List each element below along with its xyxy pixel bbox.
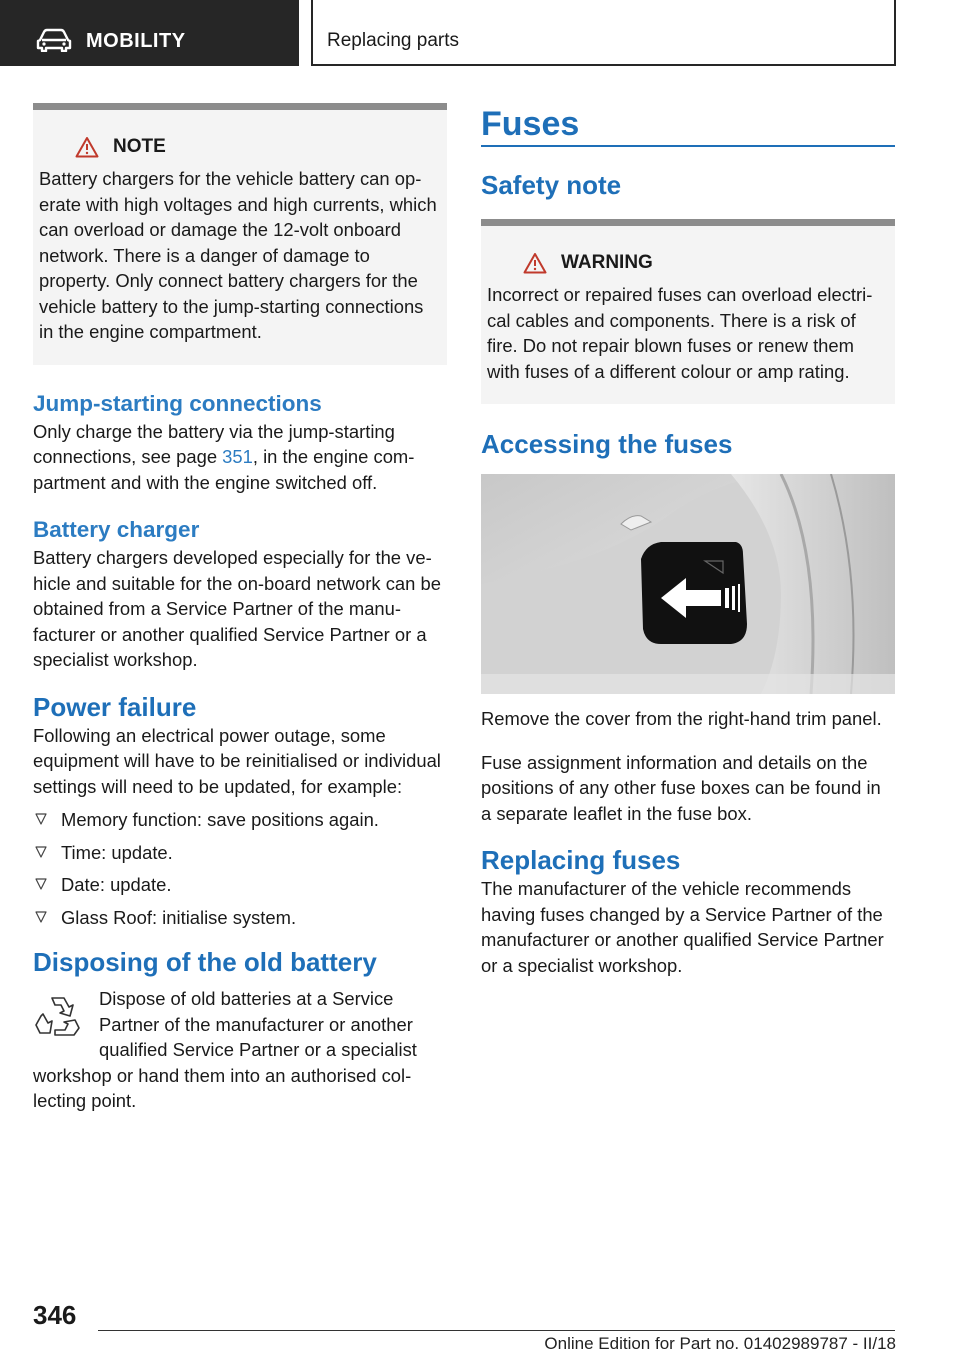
safety-heading: Safety note xyxy=(481,170,622,200)
disposal-block xyxy=(33,986,447,1114)
page-ref-link[interactable]: 351 xyxy=(222,446,253,467)
warning-triangle-icon xyxy=(523,252,547,274)
footer-edition: Online Edition for Part no. 01402989787 - II/18 xyxy=(544,1334,896,1353)
power-paragraph: Following an electrical power outage, some equipment will have to be reinitialised or individual settings will need to be updated, for example: xyxy=(33,724,441,797)
chapter-label: Replacing parts xyxy=(327,30,460,51)
triangle-bullet-icon xyxy=(35,813,47,825)
access-caption: Remove the cover from the right-hand trim panel. xyxy=(481,708,882,729)
list-item xyxy=(33,807,447,833)
triangle-bullet-icon xyxy=(35,846,47,858)
fuses-heading: Fuses xyxy=(481,105,580,143)
jump-heading: Jump-starting connections xyxy=(33,390,322,416)
header-section-tab xyxy=(0,0,299,66)
note-title: NOTE xyxy=(113,136,166,157)
charger-heading: Battery charger xyxy=(33,517,200,542)
recycle-icon xyxy=(33,992,83,1042)
power-list xyxy=(33,807,447,930)
warning-box xyxy=(481,219,895,404)
jump-text-after: , in the engine compartment and with the engine switched off. xyxy=(33,446,415,493)
note-box xyxy=(33,103,447,365)
note-text: Battery chargers for the vehicle battery can operate with high voltages and high currents, which can overload or damage the 12-volt onboard network. There is a danger of damage to property. Only connect battery chargers for the vehicle battery to the jump-starting connections in the engine compartment. xyxy=(39,168,437,342)
power-heading: Power failure xyxy=(33,691,197,722)
triangle-bullet-icon xyxy=(35,878,47,890)
jump-paragraph xyxy=(33,419,447,496)
list-item xyxy=(33,905,447,931)
disposal-heading: Disposing of the old battery xyxy=(33,947,377,977)
section-label: MOBILITY xyxy=(86,30,186,52)
list-item-text: Date: update. xyxy=(61,874,172,895)
list-item xyxy=(33,872,447,898)
warning-text: Incorrect or repaired fuses can overload electrical cables and components. There is a risk of fire. Do not repair blown fuses or renew them with fuses of a different colour or amp rating. xyxy=(487,284,873,382)
access-paragraph: Fuse assignment information and details on the positions of any other fuse boxes can be found in a separate leaflet in the fuse box. xyxy=(481,751,881,824)
replace-heading: Replacing fuses xyxy=(481,845,681,875)
page-number: 346 xyxy=(33,1300,77,1330)
car-icon xyxy=(36,28,72,52)
replace-paragraph: The manufacturer of the vehicle recommends having fuses changed by a Service Partner of the manufacturer or another qualified Service Partner or a specialist workshop. xyxy=(481,878,884,976)
fuses-heading-rule xyxy=(481,145,895,147)
access-heading: Accessing the fuses xyxy=(481,429,733,459)
right-column xyxy=(481,103,895,978)
note-title-row xyxy=(39,136,437,158)
fuse-cover-photo xyxy=(481,474,895,694)
triangle-bullet-icon xyxy=(35,911,47,923)
disposal-paragraph: Dispose of old batteries at a Service Partner of the manufacturer or another qualified Service Partner or a specialist workshop or hand them into an authorised collecting point. xyxy=(33,988,417,1111)
list-item-text: Glass Roof: initialise system. xyxy=(61,906,297,928)
warning-triangle-icon xyxy=(75,136,99,158)
footer-rule xyxy=(98,1330,895,1331)
header-chapter-tab xyxy=(311,0,896,66)
list-item-text: Memory function: save positions again. xyxy=(61,809,379,830)
jump-text-before: Only charge the battery via the jump-starting connections, see page xyxy=(33,420,395,467)
list-item-text: Time: update. xyxy=(61,841,173,863)
warning-title: WARNING xyxy=(561,252,653,273)
left-column xyxy=(33,103,447,1114)
list-item xyxy=(33,840,447,866)
warning-title-row xyxy=(487,252,885,274)
charger-paragraph: Battery chargers developed especially for the vehicle and suitable for the on-board network can be obtained from a Service Partner of the manufacturer or another qualified Service Partner or a specialist workshop. xyxy=(33,547,441,670)
